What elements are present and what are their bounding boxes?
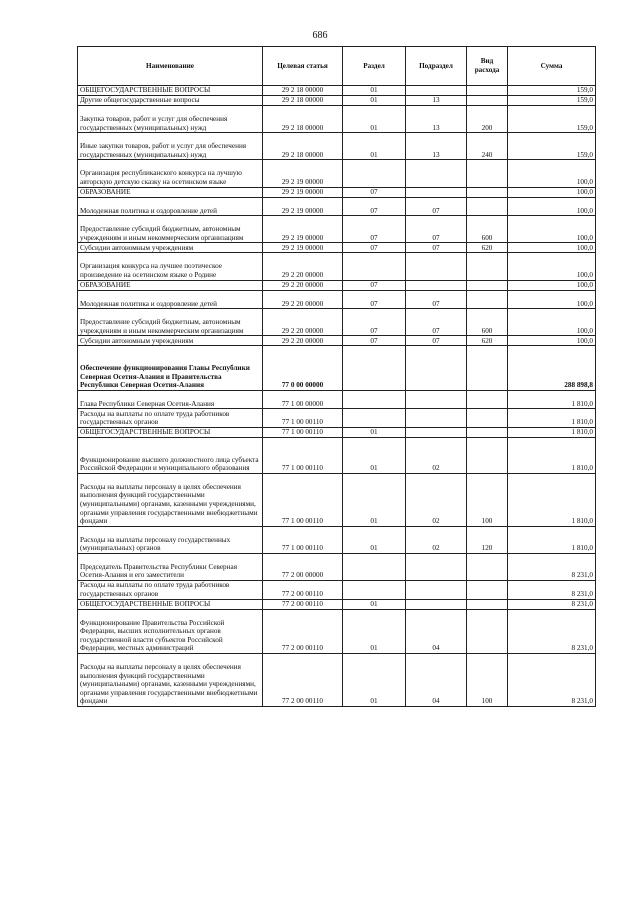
cell-subsection: 07	[406, 216, 467, 243]
cell-subsection: 07	[406, 197, 467, 216]
cell-type	[467, 96, 508, 106]
cell-sum: 8 231,0	[508, 654, 596, 707]
cell-subsection: 02	[406, 526, 467, 553]
cell-name: Субсидии автономным учреждениям	[78, 336, 263, 346]
cell-section: 01	[343, 437, 406, 473]
cell-type	[467, 86, 508, 96]
table-row	[78, 290, 596, 309]
header-code: Целевая статья	[263, 47, 343, 86]
cell-subsection: 07	[406, 290, 467, 309]
cell-sum: 8 231,0	[508, 599, 596, 609]
cell-name: Расходы на выплаты персоналу государственных (муниципальных) органов	[78, 526, 263, 553]
cell-subsection	[406, 187, 467, 197]
cell-name: Организация республиканского конкурса на лучшую авторскую детскую сказку на осетинском языке	[78, 160, 263, 187]
cell-section: 07	[343, 290, 406, 309]
table-row	[78, 346, 596, 390]
cell-code: 29 2 18 00000	[263, 96, 343, 106]
cell-section: 01	[343, 609, 406, 653]
cell-subsection	[406, 390, 467, 409]
cell-sum: 100,0	[508, 243, 596, 253]
cell-subsection: 04	[406, 654, 467, 707]
cell-type	[467, 427, 508, 437]
cell-section: 01	[343, 599, 406, 609]
cell-subsection	[406, 253, 467, 280]
cell-code: 29 2 18 00000	[263, 106, 343, 133]
table-row	[78, 581, 596, 600]
cell-sum: 159,0	[508, 86, 596, 96]
table-row	[78, 187, 596, 197]
cell-code: 77 2 00 00110	[263, 599, 343, 609]
cell-name: Глава Республики Северная Осетия-Алания	[78, 390, 263, 409]
cell-subsection: 02	[406, 473, 467, 526]
cell-name: ОБЩЕГОСУДАРСТВЕННЫЕ ВОПРОСЫ	[78, 427, 263, 437]
cell-section	[343, 253, 406, 280]
cell-subsection	[406, 86, 467, 96]
cell-subsection	[406, 346, 467, 390]
cell-type: 620	[467, 336, 508, 346]
table-row	[78, 160, 596, 187]
cell-name: Расходы на выплаты персоналу в целях обеспечения выполнения функций государственными (муниципальными) органами, казенными учреждениями, органами управления государственными внебюджетными фондами	[78, 654, 263, 707]
cell-section: 07	[343, 187, 406, 197]
table-row	[78, 243, 596, 253]
cell-type: 240	[467, 133, 508, 160]
header-type: Вид расхода	[467, 47, 508, 86]
cell-sum: 100,0	[508, 197, 596, 216]
table-row	[78, 437, 596, 473]
cell-code: 29 2 18 00000	[263, 86, 343, 96]
header-subsection: Подраздел	[406, 47, 467, 86]
cell-section: 01	[343, 86, 406, 96]
table-row	[78, 96, 596, 106]
cell-sum: 100,0	[508, 336, 596, 346]
cell-subsection: 07	[406, 243, 467, 253]
cell-type	[467, 553, 508, 580]
cell-name: Закупка товаров, работ и услуг для обеспечения государственных (муниципальных) нужд	[78, 106, 263, 133]
table-row	[78, 309, 596, 336]
table-row	[78, 336, 596, 346]
cell-code: 77 1 00 00000	[263, 390, 343, 409]
cell-sum: 100,0	[508, 187, 596, 197]
cell-subsection	[406, 280, 467, 290]
table-row	[78, 197, 596, 216]
table-row	[78, 609, 596, 653]
cell-code: 77 1 00 00110	[263, 437, 343, 473]
cell-subsection: 04	[406, 609, 467, 653]
cell-subsection	[406, 160, 467, 187]
cell-code: 77 1 00 00110	[263, 526, 343, 553]
cell-code: 77 2 00 00110	[263, 654, 343, 707]
cell-type: 200	[467, 106, 508, 133]
cell-code: 29 2 19 00000	[263, 160, 343, 187]
cell-code: 29 2 19 00000	[263, 187, 343, 197]
cell-subsection	[406, 553, 467, 580]
cell-section	[343, 409, 406, 428]
table-header-row	[78, 47, 596, 86]
cell-sum: 8 231,0	[508, 553, 596, 580]
table-row	[78, 216, 596, 243]
cell-code: 29 2 20 00000	[263, 280, 343, 290]
cell-section: 01	[343, 427, 406, 437]
cell-code: 29 2 19 00000	[263, 197, 343, 216]
table-row	[78, 599, 596, 609]
cell-name: Иные закупки товаров, работ и услуг для обеспечения государственных (муниципальных) нужд	[78, 133, 263, 160]
cell-name: Расходы на выплаты по оплате труда работников государственных органов	[78, 409, 263, 428]
budget-table	[77, 46, 596, 707]
cell-section	[343, 390, 406, 409]
table-row	[78, 390, 596, 409]
header-name: Наименование	[78, 47, 263, 86]
cell-subsection: 07	[406, 336, 467, 346]
cell-subsection: 13	[406, 106, 467, 133]
cell-name: Председатель Правительства Республики Северная Осетия-Алания и его заместители	[78, 553, 263, 580]
cell-type: 620	[467, 243, 508, 253]
cell-code: 77 2 00 00000	[263, 553, 343, 580]
cell-sum: 159,0	[508, 106, 596, 133]
cell-subsection	[406, 599, 467, 609]
cell-sum: 1 810,0	[508, 473, 596, 526]
cell-section	[343, 346, 406, 390]
cell-name: Другие общегосударственные вопросы	[78, 96, 263, 106]
cell-type	[467, 197, 508, 216]
cell-subsection	[406, 427, 467, 437]
cell-type: 100	[467, 473, 508, 526]
cell-sum: 100,0	[508, 290, 596, 309]
cell-code: 77 1 00 00110	[263, 473, 343, 526]
cell-sum: 100,0	[508, 253, 596, 280]
cell-section: 01	[343, 526, 406, 553]
cell-code: 77 0 00 00000	[263, 346, 343, 390]
cell-section: 07	[343, 243, 406, 253]
cell-type: 600	[467, 216, 508, 243]
cell-type	[467, 609, 508, 653]
cell-type	[467, 390, 508, 409]
cell-sum: 1 810,0	[508, 437, 596, 473]
cell-section: 01	[343, 133, 406, 160]
cell-section	[343, 160, 406, 187]
cell-subsection: 13	[406, 96, 467, 106]
cell-type	[467, 437, 508, 473]
cell-type: 120	[467, 526, 508, 553]
cell-subsection	[406, 409, 467, 428]
cell-section: 07	[343, 336, 406, 346]
cell-name: ОБРАЗОВАНИЕ	[78, 280, 263, 290]
table-row	[78, 253, 596, 280]
cell-type	[467, 409, 508, 428]
cell-code: 29 2 20 00000	[263, 336, 343, 346]
table-row	[78, 106, 596, 133]
cell-name: Организация конкурса на лучшее поэтическое произведение на осетинском языке о Родине	[78, 253, 263, 280]
table-row	[78, 409, 596, 428]
cell-sum: 1 810,0	[508, 409, 596, 428]
cell-section: 01	[343, 96, 406, 106]
cell-code: 29 2 18 00000	[263, 133, 343, 160]
cell-type	[467, 290, 508, 309]
cell-type	[467, 160, 508, 187]
cell-sum: 288 898,8	[508, 346, 596, 390]
cell-subsection: 13	[406, 133, 467, 160]
cell-section	[343, 581, 406, 600]
cell-code: 77 1 00 00110	[263, 409, 343, 428]
cell-type	[467, 253, 508, 280]
cell-section: 01	[343, 473, 406, 526]
cell-name: Молодежная политика и оздоровление детей	[78, 197, 263, 216]
cell-name: Функционирование Правительства Российской Федерации, высших исполнительных органов государственной власти субъектов Российской Федерации, местных администраций	[78, 609, 263, 653]
cell-type	[467, 187, 508, 197]
cell-name: Субсидии автономным учреждениям	[78, 243, 263, 253]
cell-section	[343, 553, 406, 580]
cell-section: 07	[343, 309, 406, 336]
cell-code: 77 2 00 00110	[263, 609, 343, 653]
cell-code: 29 2 19 00000	[263, 216, 343, 243]
cell-name: Предоставление субсидий бюджетным, автономным учреждениям и иным некоммерческим организациям	[78, 216, 263, 243]
cell-type	[467, 346, 508, 390]
cell-name: Расходы на выплаты по оплате труда работников государственных органов	[78, 581, 263, 600]
cell-section: 01	[343, 654, 406, 707]
table-row	[78, 654, 596, 707]
cell-section: 07	[343, 280, 406, 290]
cell-code: 29 2 19 00000	[263, 243, 343, 253]
cell-subsection	[406, 581, 467, 600]
table-row	[78, 280, 596, 290]
cell-name: ОБРАЗОВАНИЕ	[78, 187, 263, 197]
header-section: Раздел	[343, 47, 406, 86]
cell-subsection: 02	[406, 437, 467, 473]
cell-sum: 159,0	[508, 133, 596, 160]
cell-code: 29 2 20 00000	[263, 253, 343, 280]
table-row	[78, 526, 596, 553]
header-sum: Сумма	[508, 47, 596, 86]
cell-type: 600	[467, 309, 508, 336]
cell-sum: 1 810,0	[508, 390, 596, 409]
cell-sum: 159,0	[508, 96, 596, 106]
cell-code: 77 1 00 00110	[263, 427, 343, 437]
cell-sum: 8 231,0	[508, 581, 596, 600]
cell-name: ОБЩЕГОСУДАРСТВЕННЫЕ ВОПРОСЫ	[78, 86, 263, 96]
cell-name: Функционирование высшего должностного лица субъекта Российской Федерации и муниципального образования	[78, 437, 263, 473]
cell-code: 77 2 00 00110	[263, 581, 343, 600]
cell-sum: 100,0	[508, 160, 596, 187]
cell-code: 29 2 20 00000	[263, 290, 343, 309]
cell-name: Молодежная политика и оздоровление детей	[78, 290, 263, 309]
cell-sum: 100,0	[508, 280, 596, 290]
cell-name: Предоставление субсидий бюджетным, автономным учреждениям и иным некоммерческим организациям	[78, 309, 263, 336]
cell-type	[467, 280, 508, 290]
table-row	[78, 427, 596, 437]
cell-name: Обеспечение функционирования Главы Республики Северная Осетия-Алания и Правительства Республики Северная Осетия-Алания	[78, 346, 263, 390]
cell-section: 07	[343, 216, 406, 243]
cell-type: 100	[467, 654, 508, 707]
table-row	[78, 553, 596, 580]
cell-sum: 1 810,0	[508, 427, 596, 437]
cell-sum: 1 810,0	[508, 526, 596, 553]
table-row	[78, 133, 596, 160]
table-row	[78, 86, 596, 96]
cell-subsection: 07	[406, 309, 467, 336]
cell-name: ОБЩЕГОСУДАРСТВЕННЫЕ ВОПРОСЫ	[78, 599, 263, 609]
cell-name: Расходы на выплаты персоналу в целях обеспечения выполнения функций государственными (муниципальными) органами, казенными учреждениями, органами управления государственными внебюджетными фондами	[78, 473, 263, 526]
cell-section: 01	[343, 106, 406, 133]
table-body	[78, 86, 596, 707]
cell-code: 29 2 20 00000	[263, 309, 343, 336]
table-row	[78, 473, 596, 526]
cell-sum: 100,0	[508, 216, 596, 243]
cell-sum: 8 231,0	[508, 609, 596, 653]
cell-sum: 100,0	[508, 309, 596, 336]
cell-type	[467, 599, 508, 609]
cell-section: 07	[343, 197, 406, 216]
page-number: 686	[312, 30, 328, 41]
cell-type	[467, 581, 508, 600]
